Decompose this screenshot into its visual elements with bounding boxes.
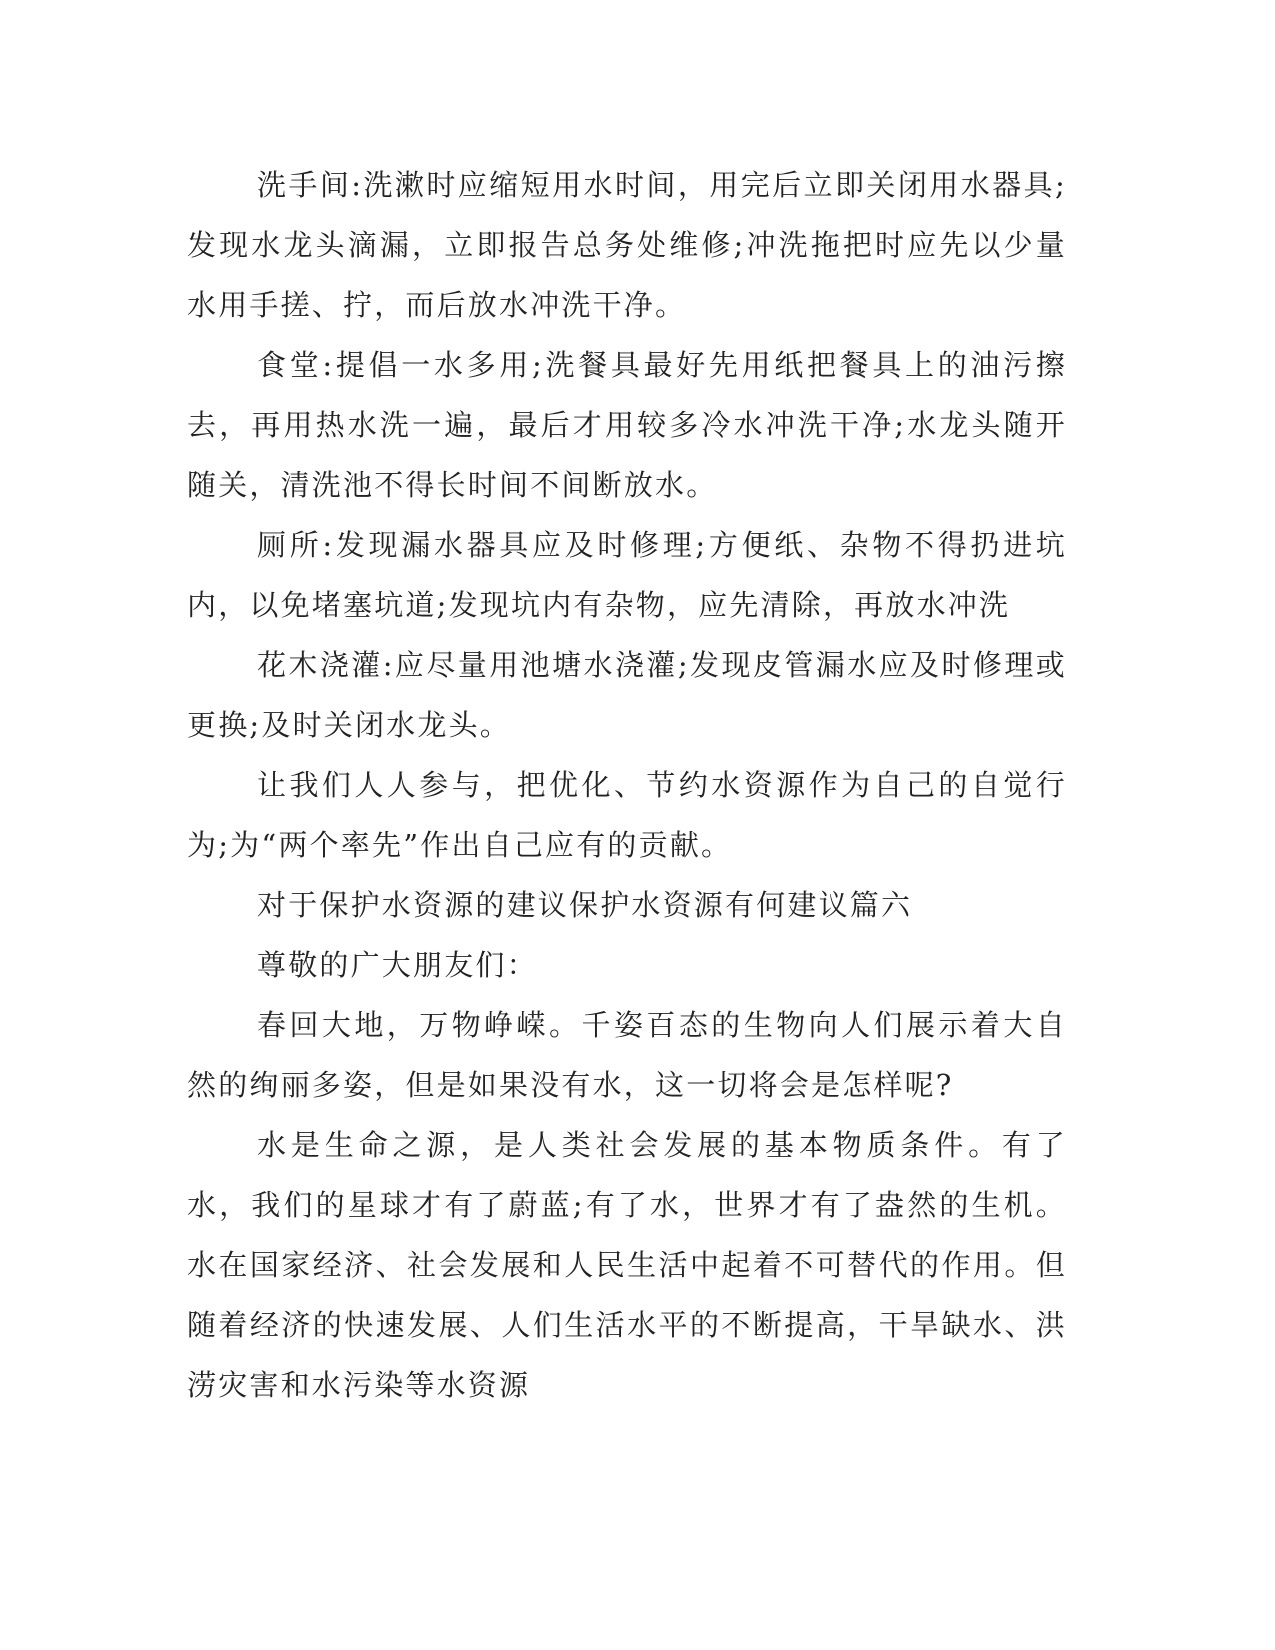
paragraph-watering: 花木浇灌:应尽量用池塘水浇灌;发现皮管漏水应及时修理或更换;及时关闭水龙头。: [187, 648, 1067, 742]
paragraph-washroom: 洗手间:洗漱时应缩短用水时间，用完后立即关闭用水器具;发现水龙头滴漏，立即报告总务处维修;冲洗拖把时应先以少量水用手搓、拧，而后放水冲洗干净。: [187, 168, 1067, 322]
section-heading: 对于保护水资源的建议保护水资源有何建议篇六: [257, 888, 913, 922]
document-body: [187, 155, 1067, 1415]
paragraph-call-to-action: 让我们人人参与，把优化、节约水资源作为自己的自觉行为;为“两个率先”作出自己应有的贡献。: [187, 768, 1067, 862]
paragraph-canteen: 食堂:提倡一水多用;洗餐具最好先用纸把餐具上的油污擦去，再用热水洗一遍，最后才用较多冷水冲洗干净;水龙头随开随关，清洗池不得长时间不间断放水。: [187, 348, 1067, 502]
salutation: 尊敬的广大朋友们：: [257, 948, 538, 982]
paragraph-water-source: 水是生命之源，是人类社会发展的基本物质条件。有了水，我们的星球才有了蔚蓝;有了水，世界才有了盎然的生机。水在国家经济、社会发展和人民生活中起着不可替代的作用。但随着经济的快速发展、人们生活水平的不断提高，干旱缺水、洪涝灾害和水污染等水资源: [187, 1128, 1067, 1402]
paragraph-toilet: 厕所:发现漏水器具应及时修理;方便纸、杂物不得扔进坑内，以免堵塞坑道;发现坑内有杂物，应先清除，再放水冲洗: [187, 528, 1067, 622]
paragraph-spring: 春回大地，万物峥嵘。千姿百态的生物向人们展示着大自然的绚丽多姿，但是如果没有水，这一切将会是怎样呢?: [187, 1008, 1067, 1102]
